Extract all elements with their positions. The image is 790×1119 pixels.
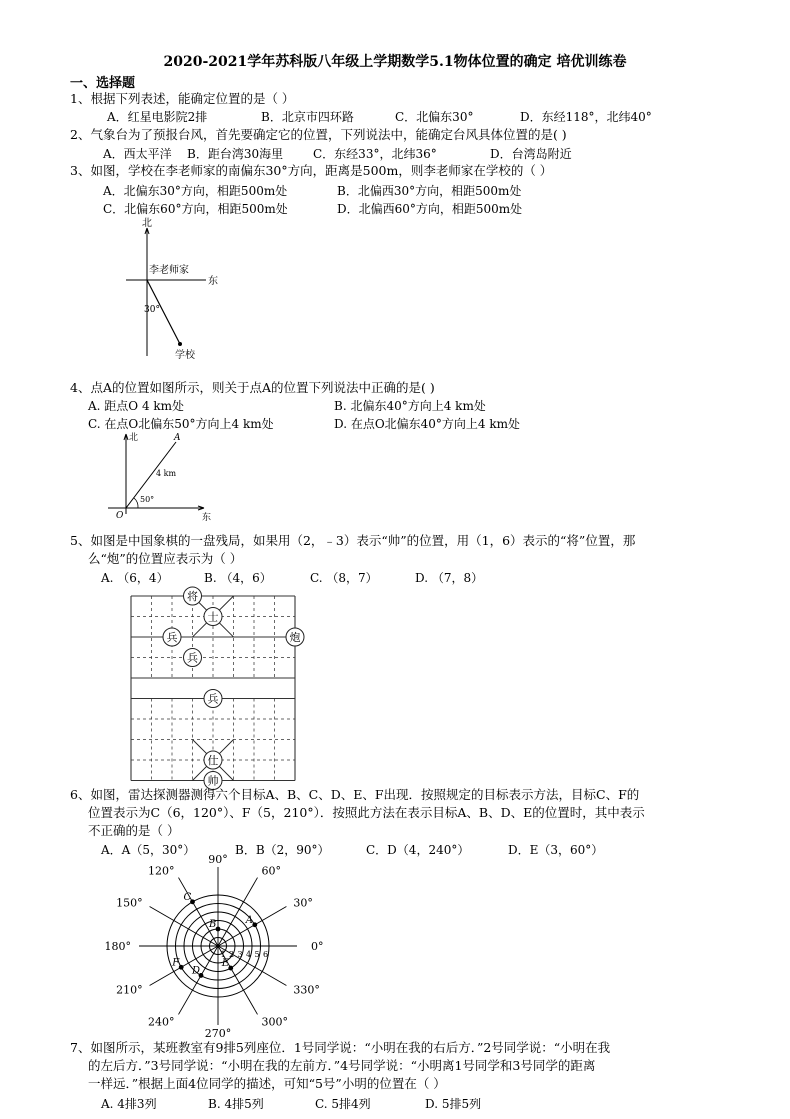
piece-label-pao: 炮 bbox=[289, 631, 301, 644]
q7-option-a[interactable]: A. 4排3列 bbox=[101, 1097, 157, 1111]
piece-label-bing-2: 兵 bbox=[187, 651, 198, 665]
q4-north-label: 北 bbox=[129, 433, 139, 443]
radar-angle-label-210: 210° bbox=[116, 983, 143, 997]
q6-option-d[interactable]: D．E（3，60°） bbox=[508, 843, 604, 857]
piece-label-shi: 士 bbox=[207, 610, 219, 624]
page-title: 2020-2021学年苏科版八年级上学期数学5.1物体位置的确定 培优训练卷 bbox=[163, 54, 627, 70]
q3-east-label: 东 bbox=[208, 276, 218, 287]
q7-option-c[interactable]: C. 5排4列 bbox=[315, 1097, 371, 1111]
radar-target-label-B: B bbox=[209, 919, 217, 930]
q1-option-d[interactable]: D．东经118°，北纬40° bbox=[520, 110, 652, 124]
radar-target-label-D: D bbox=[192, 965, 201, 977]
radar-angle-label-180: 180° bbox=[104, 940, 131, 953]
radar-target-label-A: A bbox=[245, 914, 254, 926]
radar-angle-label-0: 0° bbox=[311, 940, 324, 953]
piece-label-shi-red: 仕 bbox=[207, 754, 219, 767]
q4-figure bbox=[108, 428, 218, 528]
radar-angle-label-120: 120° bbox=[148, 864, 175, 878]
radar-ring-label-5: 5 bbox=[254, 950, 260, 959]
radar-ring-label-1: 1 bbox=[220, 950, 226, 959]
piece-label-bing-1: 兵 bbox=[166, 631, 178, 644]
question-5-stem-line2: 么“炮”的位置应表示为（ ） bbox=[88, 551, 243, 566]
question-1-stem: 1、根据下列表述，能确定位置的是（ ） bbox=[70, 91, 295, 106]
q4-option-c[interactable]: C. 在点O北偏东50°方向上4 km处 bbox=[88, 417, 274, 431]
q2-option-c[interactable]: C．东经33°，北纬36° bbox=[313, 147, 437, 161]
q3-north-label: 北 bbox=[142, 218, 152, 229]
radar-target-F bbox=[179, 965, 184, 970]
q4-origin-label: O bbox=[116, 511, 124, 521]
radar-target-label-C: C bbox=[183, 891, 192, 903]
q3-option-a[interactable]: A．北偏东30°方向，相距500m处 bbox=[103, 184, 288, 198]
radar-target-label-E: E bbox=[221, 958, 230, 970]
q3-figure bbox=[120, 214, 240, 364]
radar-diagram bbox=[104, 853, 324, 1040]
radar-target-label-F: F bbox=[172, 957, 180, 969]
radar-ring-label-4: 4 bbox=[246, 950, 252, 959]
q4-east-label: 东 bbox=[202, 513, 212, 523]
q4-angle-label: 50° bbox=[140, 495, 155, 504]
q3-option-c[interactable]: C．北偏东60°方向，相距500m处 bbox=[103, 202, 288, 216]
piece-label-bing-3: 兵 bbox=[207, 692, 219, 706]
radar-ring-label-2: 2 bbox=[229, 950, 235, 959]
q3-angle-label: 30° bbox=[144, 305, 160, 315]
radar-ring-label-3: 3 bbox=[237, 950, 243, 959]
q5-option-b[interactable]: B. （4，6） bbox=[204, 571, 272, 585]
question-6-stem-line2: 位置表示为C（6，120°）、F（5，210°）．按照此方法在表示目标A、B、D、E的位置时，其中表示 bbox=[88, 805, 645, 820]
q4-point-label: A bbox=[174, 433, 181, 443]
piece-label-shuai: 帅 bbox=[207, 774, 219, 788]
radar-angle-label-90: 90° bbox=[208, 853, 228, 866]
q6-option-a[interactable]: A．A（5，30°） bbox=[101, 843, 196, 857]
q1-option-c[interactable]: C．北偏东30° bbox=[395, 110, 474, 124]
question-7-stem-line2: 的左后方．”3号同学说：“小明在我的左前方．”4号同学说：“小明离1号同学和3号同学的距离 bbox=[88, 1058, 596, 1073]
q5-option-a[interactable]: A. （6，4） bbox=[101, 571, 169, 585]
q6-option-b[interactable]: B．B（2，90°） bbox=[235, 843, 330, 857]
q1-option-b[interactable]: B．北京市四环路 bbox=[261, 110, 354, 124]
q4-option-a[interactable]: A. 距点O 4 km处 bbox=[88, 399, 185, 413]
q1-option-a[interactable]: A．红星电影院2排 bbox=[107, 110, 208, 124]
radar-target-E bbox=[228, 966, 233, 971]
q2-option-d[interactable]: D．台湾岛附近 bbox=[490, 147, 572, 161]
radar-ring-label-6: 6 bbox=[263, 950, 269, 959]
q3-school-label: 学校 bbox=[175, 350, 195, 361]
radar-angle-label-60: 60° bbox=[261, 864, 281, 878]
question-4-stem: 4、点A的位置如图所示，则关于点A的位置下列说法中正确的是( ) bbox=[70, 380, 435, 395]
q3-home-label: 李老师家 bbox=[149, 265, 189, 276]
q7-option-d[interactable]: D. 5排5列 bbox=[425, 1097, 482, 1111]
radar-angle-label-150: 150° bbox=[116, 896, 143, 910]
q4-option-b[interactable]: B. 北偏东40°方向上4 km处 bbox=[334, 399, 486, 413]
section-heading: 一、选择题 bbox=[70, 76, 136, 91]
question-6-stem-line1: 6、如图，雷达探测器测得六个目标A、B、C、D、E、F出现．按照规定的目标表示方法，目标C、F的 bbox=[70, 787, 640, 802]
q4-option-d[interactable]: D. 在点O北偏东40°方向上4 km处 bbox=[334, 417, 521, 431]
q3-option-d[interactable]: D．北偏西60°方向，相距500m处 bbox=[337, 202, 523, 216]
radar-angle-label-300: 300° bbox=[261, 1015, 288, 1029]
question-5-stem-line1: 5、如图是中国象棋的一盘残局，如果用（2，﹣3）表示“帅”的位置，用（1，6）表示的“将”位置，那 bbox=[70, 533, 636, 548]
q2-option-b[interactable]: B．距台湾30海里 bbox=[187, 147, 284, 161]
question-7-stem-line3: 一样远．”根据上面4位同学的描述，可知“5号”小明的位置在（ ） bbox=[88, 1076, 446, 1091]
q5-option-c[interactable]: C. （8，7） bbox=[310, 571, 378, 585]
question-2-stem: 2、气象台为了预报台风，首先要确定它的位置，下列说法中，能确定台风具体位置的是( ) bbox=[70, 127, 567, 142]
question-7-stem-line1: 7、如图所示，某班教室有9排5列座位．1号同学说：“小明在我的右后方．”2号同学说：“小明在我 bbox=[70, 1040, 611, 1055]
radar-angle-label-240: 240° bbox=[148, 1015, 175, 1029]
question-3-stem: 3、如图，学校在李老师家的南偏东30°方向，距离是500m，则李老师家在学校的（ ） bbox=[70, 163, 553, 178]
piece-label-jiang: 将 bbox=[187, 590, 198, 603]
q7-option-b[interactable]: B. 4排5列 bbox=[208, 1097, 264, 1111]
xiangqi-board bbox=[122, 588, 308, 788]
q6-option-c[interactable]: C．D（4，240°） bbox=[366, 843, 470, 857]
radar-angle-label-330: 330° bbox=[293, 983, 320, 997]
q4-distance-label: 4 km bbox=[156, 469, 177, 478]
radar-target-A bbox=[252, 922, 257, 927]
q5-option-d[interactable]: D. （7，8） bbox=[415, 571, 484, 585]
question-6-stem-line3: 不正确的是（ ） bbox=[88, 823, 180, 838]
radar-angle-label-270: 270° bbox=[204, 1027, 232, 1040]
q3-option-b[interactable]: B．北偏西30°方向，相距500m处 bbox=[337, 184, 522, 198]
q2-option-a[interactable]: A．西太平洋 bbox=[103, 147, 172, 161]
radar-angle-label-30: 30° bbox=[293, 896, 313, 910]
